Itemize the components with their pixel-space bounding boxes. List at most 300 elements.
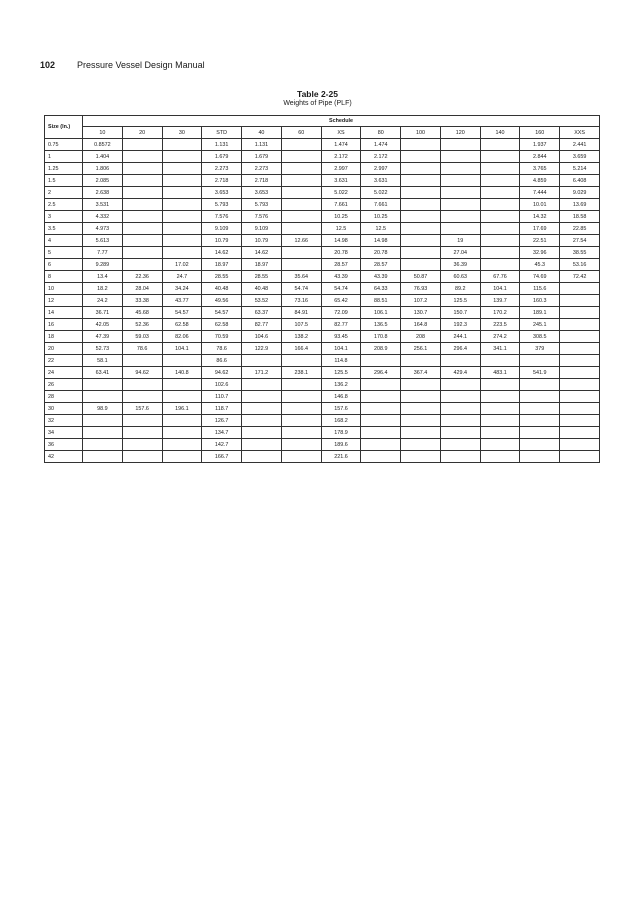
weight-cell: 12.66 <box>281 235 321 247</box>
weight-cell: 28.57 <box>361 259 401 271</box>
weight-cell: 196.1 <box>162 403 202 415</box>
weight-cell: 2.172 <box>321 151 361 163</box>
weight-cell: 10.79 <box>242 235 282 247</box>
weight-cell <box>281 163 321 175</box>
weight-cell <box>162 427 202 439</box>
weight-cell: 89.2 <box>440 283 480 295</box>
weight-cell: 14.32 <box>520 211 560 223</box>
weight-cell: 14.98 <box>321 235 361 247</box>
weight-cell: 192.3 <box>440 319 480 331</box>
schedule-column-header: 80 <box>361 127 401 139</box>
weight-cell <box>480 151 520 163</box>
weight-cell: 114.8 <box>321 355 361 367</box>
weight-cell <box>401 139 441 151</box>
weight-cell: 18.2 <box>83 283 123 295</box>
table-row <box>45 223 600 235</box>
weight-cell: 139.7 <box>480 295 520 307</box>
weight-cell <box>242 379 282 391</box>
weight-cell <box>560 283 600 295</box>
weight-cell <box>440 355 480 367</box>
weight-cell <box>440 151 480 163</box>
weight-cell <box>401 403 441 415</box>
weight-cell: 2.638 <box>83 187 123 199</box>
table-row <box>45 187 600 199</box>
table-row <box>45 427 600 439</box>
weight-cell: 63.37 <box>242 307 282 319</box>
weight-cell: 78.6 <box>122 343 162 355</box>
schedule-column-header: 30 <box>162 127 202 139</box>
weight-cell <box>122 427 162 439</box>
weight-cell: 94.62 <box>202 367 242 379</box>
weight-cell: 5.613 <box>83 235 123 247</box>
weight-cell <box>480 199 520 211</box>
weight-cell: 170.8 <box>361 331 401 343</box>
weight-cell <box>560 415 600 427</box>
weight-cell: 4.973 <box>83 223 123 235</box>
size-cell: 1.25 <box>45 163 83 175</box>
weight-cell: 12.5 <box>321 223 361 235</box>
weight-cell: 34.24 <box>162 283 202 295</box>
size-cell: 24 <box>45 367 83 379</box>
schedule-column-header: STD <box>202 127 242 139</box>
weight-cell <box>122 259 162 271</box>
weight-cell: 0.8572 <box>83 139 123 151</box>
weight-cell <box>401 151 441 163</box>
weight-cell <box>480 139 520 151</box>
weight-cell <box>162 415 202 427</box>
table-row <box>45 331 600 343</box>
header-row-schedule <box>45 116 600 127</box>
size-cell: 3 <box>45 211 83 223</box>
weight-cell <box>480 163 520 175</box>
table-row <box>45 415 600 427</box>
weight-cell <box>281 403 321 415</box>
weight-cell: 93.45 <box>321 331 361 343</box>
weight-cell: 88.51 <box>361 295 401 307</box>
weight-cell: 9.289 <box>83 259 123 271</box>
weight-cell: 5.022 <box>321 187 361 199</box>
weight-cell: 35.64 <box>281 271 321 283</box>
weight-cell <box>440 427 480 439</box>
table-row <box>45 139 600 151</box>
weight-cell <box>83 415 123 427</box>
weight-cell <box>560 307 600 319</box>
weight-cell <box>480 235 520 247</box>
weight-cell <box>83 427 123 439</box>
size-cell: 1 <box>45 151 83 163</box>
weight-cell: 43.39 <box>361 271 401 283</box>
weight-cell <box>560 355 600 367</box>
weight-cell <box>242 415 282 427</box>
weight-cell <box>162 235 202 247</box>
weight-cell: 122.9 <box>242 343 282 355</box>
weight-cell: 150.7 <box>440 307 480 319</box>
weight-cell <box>361 391 401 403</box>
weight-cell <box>401 223 441 235</box>
weight-cell <box>480 247 520 259</box>
table-row <box>45 355 600 367</box>
table-row <box>45 175 600 187</box>
weight-cell <box>122 187 162 199</box>
weight-cell <box>281 151 321 163</box>
weight-cell: 2.273 <box>242 163 282 175</box>
size-cell: 4 <box>45 235 83 247</box>
weight-cell: 115.6 <box>520 283 560 295</box>
weight-cell: 17.02 <box>162 259 202 271</box>
weight-cell: 238.1 <box>281 367 321 379</box>
weight-cell: 28.04 <box>122 283 162 295</box>
table-row <box>45 307 600 319</box>
weight-cell: 1.404 <box>83 151 123 163</box>
table-row <box>45 151 600 163</box>
weight-cell: 12.5 <box>361 223 401 235</box>
table-row <box>45 295 600 307</box>
weight-cell: 59.03 <box>122 331 162 343</box>
weight-cell: 136.5 <box>361 319 401 331</box>
size-cell: 42 <box>45 451 83 463</box>
weight-cell: 1.679 <box>202 151 242 163</box>
weight-cell: 76.93 <box>401 283 441 295</box>
weight-cell: 429.4 <box>440 367 480 379</box>
weight-cell <box>122 139 162 151</box>
weight-cell <box>560 403 600 415</box>
weight-cell <box>440 379 480 391</box>
table-row <box>45 199 600 211</box>
weight-cell <box>560 319 600 331</box>
weight-cell <box>242 355 282 367</box>
weight-cell: 7.661 <box>361 199 401 211</box>
weight-cell <box>162 439 202 451</box>
weight-cell: 110.7 <box>202 391 242 403</box>
weight-cell: 58.1 <box>83 355 123 367</box>
weight-cell: 168.2 <box>321 415 361 427</box>
weight-cell <box>122 391 162 403</box>
weight-cell: 62.58 <box>202 319 242 331</box>
table-row <box>45 451 600 463</box>
weight-cell: 7.576 <box>202 211 242 223</box>
weight-cell <box>560 343 600 355</box>
weight-cell: 146.8 <box>321 391 361 403</box>
size-cell: 14 <box>45 307 83 319</box>
weight-cell: 296.4 <box>440 343 480 355</box>
weight-cell: 2.273 <box>202 163 242 175</box>
weight-cell: 104.1 <box>162 343 202 355</box>
weight-cell <box>440 415 480 427</box>
table-row <box>45 259 600 271</box>
weight-cell <box>281 211 321 223</box>
weight-cell <box>242 451 282 463</box>
schedule-column-header: 10 <box>83 127 123 139</box>
weight-cell: 118.7 <box>202 403 242 415</box>
weight-cell: 107.5 <box>281 319 321 331</box>
weight-cell: 67.76 <box>480 271 520 283</box>
weight-cell: 245.1 <box>520 319 560 331</box>
schedule-column-header: 120 <box>440 127 480 139</box>
table-row <box>45 379 600 391</box>
weight-cell: 5.214 <box>560 163 600 175</box>
weight-cell <box>440 451 480 463</box>
weight-cell: 256.1 <box>401 343 441 355</box>
weight-cell: 52.73 <box>83 343 123 355</box>
table-body <box>45 139 600 463</box>
weight-cell: 20.78 <box>361 247 401 259</box>
schedule-column-header: 140 <box>480 127 520 139</box>
weight-cell: 223.5 <box>480 319 520 331</box>
weight-cell <box>281 355 321 367</box>
weight-cell: 9.109 <box>202 223 242 235</box>
size-cell: 3.5 <box>45 223 83 235</box>
weight-cell: 2.718 <box>242 175 282 187</box>
weight-cell: 2.844 <box>520 151 560 163</box>
weight-cell <box>480 175 520 187</box>
size-cell: 22 <box>45 355 83 367</box>
header-row-columns <box>45 127 600 139</box>
weight-cell <box>281 175 321 187</box>
weight-cell <box>440 139 480 151</box>
weight-cell: 483.1 <box>480 367 520 379</box>
weight-cell <box>122 415 162 427</box>
weight-cell <box>162 139 202 151</box>
schedule-column-header: XXS <box>560 127 600 139</box>
weight-cell: 10.25 <box>321 211 361 223</box>
weight-cell <box>520 439 560 451</box>
weight-cell <box>480 427 520 439</box>
weight-cell: 10.79 <box>202 235 242 247</box>
table-row <box>45 367 600 379</box>
weight-cell <box>122 199 162 211</box>
weight-cell: 54.57 <box>162 307 202 319</box>
weight-cell: 138.2 <box>281 331 321 343</box>
schedule-column-header: 160 <box>520 127 560 139</box>
weight-cell <box>560 391 600 403</box>
weight-cell: 13.69 <box>560 199 600 211</box>
size-cell: 12 <box>45 295 83 307</box>
weight-cell: 24.7 <box>162 271 202 283</box>
weight-cell: 4.859 <box>520 175 560 187</box>
weight-cell: 54.74 <box>281 283 321 295</box>
weight-cell: 125.5 <box>440 295 480 307</box>
size-cell: 18 <box>45 331 83 343</box>
weight-cell: 5.793 <box>202 199 242 211</box>
weight-cell <box>242 427 282 439</box>
weight-cell: 54.57 <box>202 307 242 319</box>
weight-cell <box>560 439 600 451</box>
weight-cell <box>401 439 441 451</box>
weight-cell <box>162 355 202 367</box>
weight-cell: 54.74 <box>321 283 361 295</box>
weight-cell <box>560 451 600 463</box>
table-row <box>45 271 600 283</box>
weight-cell <box>401 235 441 247</box>
weight-cell <box>361 451 401 463</box>
weight-cell <box>520 379 560 391</box>
weight-cell <box>480 223 520 235</box>
weight-cell: 244.1 <box>440 331 480 343</box>
weight-cell <box>122 151 162 163</box>
weight-cell: 7.661 <box>321 199 361 211</box>
weight-cell: 379 <box>520 343 560 355</box>
weight-cell: 166.4 <box>281 343 321 355</box>
weight-cell <box>122 439 162 451</box>
weight-cell: 14.98 <box>361 235 401 247</box>
weight-cell <box>122 355 162 367</box>
table-row <box>45 211 600 223</box>
weight-cell: 52.36 <box>122 319 162 331</box>
weight-cell <box>401 187 441 199</box>
weight-cell: 27.04 <box>440 247 480 259</box>
weight-cell <box>520 403 560 415</box>
weight-cell: 7.576 <box>242 211 282 223</box>
table-subtitle: Weights of Pipe (PLF) <box>283 100 352 107</box>
weight-cell: 1.806 <box>83 163 123 175</box>
size-cell: 2.5 <box>45 199 83 211</box>
weight-cell <box>401 247 441 259</box>
weight-cell <box>281 391 321 403</box>
weight-cell <box>440 223 480 235</box>
weight-cell: 62.58 <box>162 319 202 331</box>
weight-cell <box>520 415 560 427</box>
weight-cell <box>83 439 123 451</box>
weight-cell: 3.653 <box>242 187 282 199</box>
weight-cell: 3.631 <box>321 175 361 187</box>
weight-cell <box>281 139 321 151</box>
weight-cell: 341.1 <box>480 343 520 355</box>
weight-cell <box>122 223 162 235</box>
weight-cell: 28.55 <box>202 271 242 283</box>
weight-cell: 296.4 <box>361 367 401 379</box>
weight-cell <box>122 163 162 175</box>
table-row <box>45 403 600 415</box>
weight-cell: 7.77 <box>83 247 123 259</box>
size-cell: 32 <box>45 415 83 427</box>
weight-cell: 10.25 <box>361 211 401 223</box>
weight-cell <box>162 199 202 211</box>
weight-cell: 22.51 <box>520 235 560 247</box>
weight-cell: 38.55 <box>560 247 600 259</box>
size-cell: 6 <box>45 259 83 271</box>
weight-cell <box>440 187 480 199</box>
size-cell: 34 <box>45 427 83 439</box>
size-cell: 16 <box>45 319 83 331</box>
weight-cell: 104.6 <box>242 331 282 343</box>
weight-cell: 53.16 <box>560 259 600 271</box>
weight-cell <box>401 415 441 427</box>
table-row <box>45 439 600 451</box>
table-row <box>45 283 600 295</box>
weight-cell <box>122 211 162 223</box>
weight-cell <box>361 439 401 451</box>
weight-cell: 4.332 <box>83 211 123 223</box>
weight-cell <box>122 235 162 247</box>
weight-cell: 9.109 <box>242 223 282 235</box>
weight-cell: 82.77 <box>321 319 361 331</box>
weight-cell: 24.2 <box>83 295 123 307</box>
weight-cell <box>560 295 600 307</box>
weight-cell: 22.85 <box>560 223 600 235</box>
weight-cell: 19 <box>440 235 480 247</box>
weight-cell: 1.937 <box>520 139 560 151</box>
table-row <box>45 235 600 247</box>
weight-cell: 208.9 <box>361 343 401 355</box>
weight-cell <box>401 211 441 223</box>
weight-cell: 28.55 <box>242 271 282 283</box>
weight-cell: 65.42 <box>321 295 361 307</box>
weight-cell <box>281 259 321 271</box>
weight-cell: 43.77 <box>162 295 202 307</box>
weight-cell <box>162 247 202 259</box>
weight-cell: 3.631 <box>361 175 401 187</box>
weight-cell: 3.659 <box>560 151 600 163</box>
weight-cell: 541.9 <box>520 367 560 379</box>
weight-cell: 36.71 <box>83 307 123 319</box>
weight-cell: 40.48 <box>242 283 282 295</box>
weight-cell <box>162 211 202 223</box>
weight-cell <box>281 427 321 439</box>
weight-cell <box>162 379 202 391</box>
weight-cell: 47.39 <box>83 331 123 343</box>
weight-cell <box>480 355 520 367</box>
weight-cell <box>83 451 123 463</box>
weight-cell: 3.653 <box>202 187 242 199</box>
weight-cell: 72.42 <box>560 271 600 283</box>
weight-cell <box>401 199 441 211</box>
size-cell: 2 <box>45 187 83 199</box>
weight-cell <box>480 415 520 427</box>
weight-cell: 164.8 <box>401 319 441 331</box>
weight-cell: 94.62 <box>122 367 162 379</box>
weight-cell: 274.2 <box>480 331 520 343</box>
book-title: Pressure Vessel Design Manual <box>77 60 205 70</box>
weight-cell: 1.474 <box>321 139 361 151</box>
weight-cell <box>401 355 441 367</box>
weight-cell: 125.5 <box>321 367 361 379</box>
weight-cell <box>242 403 282 415</box>
table-row <box>45 247 600 259</box>
size-cell: 5 <box>45 247 83 259</box>
weight-cell <box>281 451 321 463</box>
schedule-column-header: 100 <box>401 127 441 139</box>
weight-cell <box>480 451 520 463</box>
size-cell: 0.75 <box>45 139 83 151</box>
weight-cell: 33.38 <box>122 295 162 307</box>
weight-cell <box>560 379 600 391</box>
weight-cell <box>560 331 600 343</box>
size-cell: 28 <box>45 391 83 403</box>
weight-cell <box>281 379 321 391</box>
weight-cell: 2.085 <box>83 175 123 187</box>
size-cell: 8 <box>45 271 83 283</box>
table-row <box>45 319 600 331</box>
weight-cell <box>480 439 520 451</box>
weight-cell <box>281 223 321 235</box>
weight-cell <box>480 211 520 223</box>
weight-cell: 308.5 <box>520 331 560 343</box>
weight-cell: 221.6 <box>321 451 361 463</box>
weight-cell: 73.16 <box>281 295 321 307</box>
weight-cell: 10.01 <box>520 199 560 211</box>
weight-cell: 13.4 <box>83 271 123 283</box>
weight-cell <box>162 451 202 463</box>
table-row <box>45 163 600 175</box>
size-cell: 1.5 <box>45 175 83 187</box>
weight-cell: 60.63 <box>440 271 480 283</box>
weight-cell: 171.2 <box>242 367 282 379</box>
weight-cell <box>401 451 441 463</box>
size-cell: 20 <box>45 343 83 355</box>
weight-cell: 1.131 <box>242 139 282 151</box>
weight-cell <box>122 175 162 187</box>
weight-cell <box>361 379 401 391</box>
